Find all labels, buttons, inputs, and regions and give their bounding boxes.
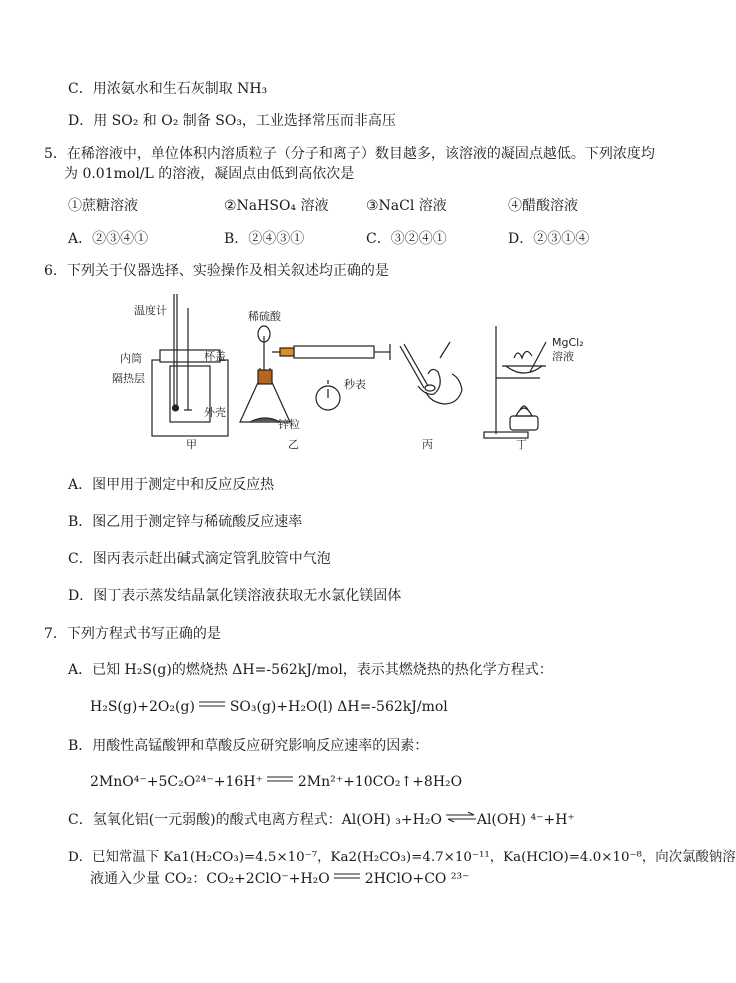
label-thermometer: 温度计 bbox=[134, 304, 167, 317]
eq-d-right: 2HClO+CO ²³⁻ bbox=[364, 871, 470, 887]
label-dilute-acid: 稀硫酸 bbox=[248, 310, 281, 323]
q4-option-d: D．用 SO₂ 和 O₂ 制备 SO₃，工业选择常压而非高压 bbox=[68, 113, 396, 129]
q7-option-d-line2 bbox=[90, 870, 469, 888]
label-lid: 杯盖 bbox=[204, 350, 226, 363]
label-solution: 溶液 bbox=[552, 350, 574, 363]
q7-option-c bbox=[68, 811, 575, 829]
eq-c-right: Al(OH) ⁴⁻+H⁺ bbox=[476, 812, 575, 828]
q4-option-c: C．用浓氨水和生石灰制取 NH₃ bbox=[68, 81, 268, 97]
equals-arrow-icon bbox=[334, 872, 360, 880]
q6-option-a: A．图甲用于测定中和反应反应热 bbox=[68, 477, 275, 493]
q6-apparatus-figure bbox=[100, 288, 584, 458]
q7-option-a: A．已知 H₂S(g)的燃烧热 ΔH=-562kJ/mol，表示其燃烧热的热化学方程式： bbox=[68, 662, 553, 678]
q5-choice-c: C．③②④① bbox=[366, 231, 447, 247]
label-zinc: 锌粒 bbox=[278, 418, 300, 431]
q5-item-3: ③NaCl 溶液 bbox=[366, 198, 447, 214]
q5-stem-line1: 5．在稀溶液中，单位体积内溶质粒子（分子和离子）数目越多，该溶液的凝固点越低。下列浓度均 bbox=[44, 146, 655, 162]
label-mgcl2: MgCl₂ bbox=[552, 336, 584, 349]
eq-d-left: 液通入少量 CO₂：CO₂+2ClO⁻+H₂O bbox=[90, 871, 330, 887]
eq-c-left: C．氢氧化铝(一元弱酸)的酸式电离方程式：Al(OH) ₃+H₂O bbox=[68, 812, 442, 828]
q7-option-d-line1: D．已知常温下 Ka1(H₂CO₃)=4.5×10⁻⁷，Ka2(H₂CO₃)=4.7×10⁻¹¹，Ka(HClO)=4.0×10⁻⁸，向次氯酸钠溶 bbox=[68, 850, 736, 865]
label-ding: 丁 bbox=[516, 438, 527, 451]
q5-stem-line2: 为 0.01mol/L 的溶液，凝固点由低到高依次是 bbox=[64, 166, 355, 182]
eq-b-left: 2MnO⁴⁻+5C₂O²⁴⁻+16H⁺ bbox=[90, 774, 263, 790]
q6-option-b: B．图乙用于测定锌与稀硫酸反应速率 bbox=[68, 514, 303, 530]
q7-option-b: B．用酸性高锰酸钾和草酸反应研究影响反应速率的因素： bbox=[68, 738, 429, 754]
q5-choice-a: A．②③④① bbox=[68, 231, 149, 247]
eq-a-left: H₂S(g)+2O₂(g) bbox=[90, 699, 195, 715]
reversible-arrow-icon bbox=[446, 812, 472, 822]
label-inner-cylinder: 内筒 bbox=[120, 352, 142, 365]
q7-equation-a bbox=[90, 698, 448, 716]
q6-stem: 6．下列关于仪器选择、实验操作及相关叙述均正确的是 bbox=[44, 263, 389, 279]
q7-stem: 7．下列方程式书写正确的是 bbox=[44, 626, 221, 642]
q6-option-c: C．图丙表示赶出碱式滴定管乳胶管中气泡 bbox=[68, 551, 331, 567]
eq-b-right: 2Mn²⁺+10CO₂↑+8H₂O bbox=[297, 774, 463, 790]
label-shell: 外壳 bbox=[204, 406, 226, 419]
label-bing: 丙 bbox=[422, 438, 433, 451]
burette-hand-drawing bbox=[400, 342, 462, 404]
flask-syringe-drawing bbox=[240, 326, 390, 422]
equals-arrow-icon bbox=[267, 775, 293, 783]
evaporation-setup-drawing bbox=[484, 326, 546, 438]
q6-option-d: D．图丁表示蒸发结晶氯化镁溶液获取无水氯化镁固体 bbox=[68, 588, 402, 604]
eq-a-right: SO₃(g)+H₂O(l) ΔH=-562kJ/mol bbox=[229, 699, 448, 715]
equals-arrow-icon bbox=[199, 700, 225, 708]
label-stopwatch: 秒表 bbox=[344, 378, 366, 391]
q5-choice-d: D．②③①④ bbox=[508, 231, 590, 247]
q5-item-1: ①蔗糖溶液 bbox=[68, 198, 138, 214]
q5-choice-b: B．②④③① bbox=[224, 231, 305, 247]
apparatus-diagram bbox=[100, 288, 584, 458]
q5-item-4: ④醋酸溶液 bbox=[508, 198, 578, 214]
q7-equation-b bbox=[90, 773, 462, 791]
q5-item-2: ②NaHSO₄ 溶液 bbox=[224, 198, 329, 214]
label-yi: 乙 bbox=[288, 438, 299, 451]
label-jia: 甲 bbox=[186, 438, 197, 451]
label-insulation: 隔热层 bbox=[112, 372, 145, 385]
